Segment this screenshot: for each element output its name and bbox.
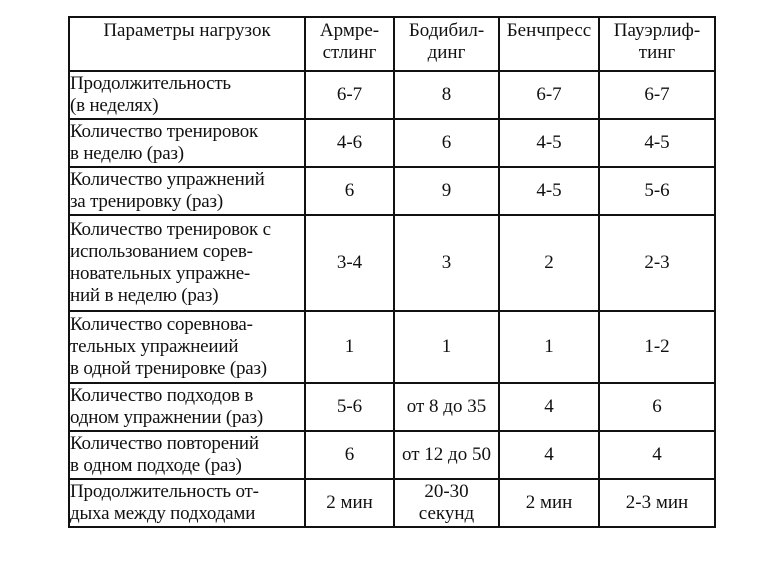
cell-bodybuilding: 3 <box>394 215 499 311</box>
table-row <box>69 479 715 527</box>
cell-powerlifting: 2-3 мин <box>599 479 715 527</box>
cell-bodybuilding: 20-30 секунд <box>394 479 499 527</box>
table-row <box>69 311 715 383</box>
cell-bodybuilding: 1 <box>394 311 499 383</box>
cell-armwrestling: 3-4 <box>305 215 394 311</box>
cell-armwrestling: 6 <box>305 431 394 479</box>
cell-benchpress: 4 <box>499 431 599 479</box>
cell-benchpress: 2 <box>499 215 599 311</box>
cell-powerlifting: 1-2 <box>599 311 715 383</box>
row-label: Продолжительность (в неделях) <box>69 71 305 119</box>
header-bodybuilding: Бодибил- динг <box>394 17 499 71</box>
header-armwrestling: Армре- стлинг <box>305 17 394 71</box>
row-label: Количество повторений в одном подходе (раз) <box>69 431 305 479</box>
cell-bodybuilding: 8 <box>394 71 499 119</box>
table-row <box>69 119 715 167</box>
header-powerlifting: Пауэрлиф- тинг <box>599 17 715 71</box>
row-label: Количество упражнений за тренировку (раз) <box>69 167 305 215</box>
table-row <box>69 383 715 431</box>
table-row <box>69 167 715 215</box>
row-label: Количество тренировок с использованием сорев- новательных упражне- ний в неделю (раз) <box>69 215 305 311</box>
cell-benchpress: 4 <box>499 383 599 431</box>
cell-powerlifting: 2-3 <box>599 215 715 311</box>
cell-armwrestling: 2 мин <box>305 479 394 527</box>
row-label: Количество подходов в одном упражнении (раз) <box>69 383 305 431</box>
cell-armwrestling: 6-7 <box>305 71 394 119</box>
row-label: Количество тренировок в неделю (раз) <box>69 119 305 167</box>
table-row <box>69 71 715 119</box>
cell-armwrestling: 1 <box>305 311 394 383</box>
cell-powerlifting: 5-6 <box>599 167 715 215</box>
cell-benchpress: 1 <box>499 311 599 383</box>
cell-bodybuilding: 9 <box>394 167 499 215</box>
cell-bodybuilding: от 8 до 35 <box>394 383 499 431</box>
cell-powerlifting: 6 <box>599 383 715 431</box>
load-parameters-table <box>68 16 716 528</box>
cell-benchpress: 4-5 <box>499 167 599 215</box>
row-label: Продолжительность от- дыха между подходами <box>69 479 305 527</box>
table-row <box>69 431 715 479</box>
cell-benchpress: 6-7 <box>499 71 599 119</box>
table-header-row <box>69 17 715 71</box>
header-benchpress: Бенчпресс <box>499 17 599 71</box>
cell-benchpress: 4-5 <box>499 119 599 167</box>
cell-powerlifting: 6-7 <box>599 71 715 119</box>
header-parameters: Параметры нагрузок <box>69 17 305 71</box>
cell-armwrestling: 5-6 <box>305 383 394 431</box>
cell-armwrestling: 6 <box>305 167 394 215</box>
cell-benchpress: 2 мин <box>499 479 599 527</box>
table-row <box>69 215 715 311</box>
cell-bodybuilding: от 12 до 50 <box>394 431 499 479</box>
cell-armwrestling: 4-6 <box>305 119 394 167</box>
row-label: Количество соревнова- тельных упражнеиий в одной тренировке (раз) <box>69 311 305 383</box>
cell-powerlifting: 4-5 <box>599 119 715 167</box>
cell-powerlifting: 4 <box>599 431 715 479</box>
cell-bodybuilding: 6 <box>394 119 499 167</box>
